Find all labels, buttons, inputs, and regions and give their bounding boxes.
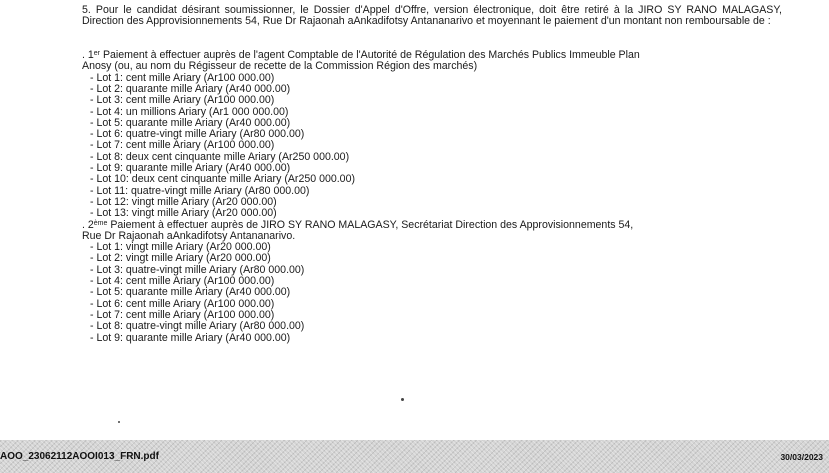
payment1-lot-item: - Lot 7: cent mille Ariary (Ar100 000.00) [90, 139, 275, 152]
payment2-lot-item: - Lot 6: cent mille Ariary (Ar100 000.00) [90, 297, 275, 310]
payment2-lot-item: - Lot 4: cent mille Ariary (Ar100 000.00) [90, 275, 275, 287]
payment1-sup: er [93, 50, 101, 57]
payment1-prefix: . 1 [82, 49, 94, 61]
payment1-lot-item: - Lot 2: quarante mille Ariary (Ar40 000.00) [90, 82, 291, 95]
payment2-text-line1: Paiement à effectuer auprès de JIRO SY RANO MALAGASY, Secrétariat Direction des Approvisionnements 54, [107, 218, 634, 231]
payment1-lot-item: - Lot 4: un millions Ariary (Ar1 000 000.00) [90, 105, 289, 118]
footer-date: 30/03/2023 [780, 452, 823, 462]
payment1-heading-line2: Anosy (ou, au nom du Régisseur de recette de la Commission Région des marchés) [82, 60, 478, 73]
payment1-lot-item: - Lot 8: deux cent cinquante mille Ariary (Ar250 000.00) [90, 150, 350, 163]
footer-filename: AOO_23062112AOOI013_FRN.pdf [0, 451, 159, 462]
payment1-lot-item: - Lot 5: quarante mille Ariary (Ar40 000.00) [90, 116, 291, 129]
payment2-heading-line2: Rue Dr Rajaonah aAnkadifotsy Antananarivo. [82, 229, 296, 242]
payment1-lot-item: - Lot 6: quatre-vingt mille Ariary (Ar80 000.00) [90, 128, 305, 141]
payment2-lot-item: - Lot 2: vingt mille Ariary (Ar20 000.00) [90, 252, 271, 265]
payment2-lot-item: - Lot 7: cent mille Ariary (Ar100 000.00) [90, 308, 275, 321]
payment2-lot-item: - Lot 8: quatre-vingt mille Ariary (Ar80 000.00) [90, 320, 305, 333]
scan-speck [401, 398, 404, 401]
payment2-sup: ème [93, 219, 108, 227]
payment2-lot-item: - Lot 5: quarante mille Ariary (Ar40 000.00) [90, 286, 291, 299]
payment1-lot-item: - Lot 13: vingt mille Ariary (Ar20 000.00) [90, 207, 277, 220]
payment2-lot-item: - Lot 1: vingt mille Ariary (Ar20 000.00) [90, 241, 271, 254]
intro-paragraph: 5. Pour le candidat désirant soumissionner, le Dossier d'Appel d'Offre, version électronique, doit être retiré à la JIRO SY RANO MALAGASY, Direction des Approvisionnements 54, Rue Dr Rajaonah aAnkadifotsy Antananarivo et moyennant le paiement d'un montant non remboursable de : [82, 4, 782, 28]
footer-bar [0, 440, 829, 473]
payment1-lot-item: - Lot 1: cent mille Ariary (Ar100 000.00) [90, 71, 275, 84]
payment1-lot-item: - Lot 9: quarante mille Ariary (Ar40 000.00) [90, 162, 291, 174]
payment2-lot-item: - Lot 3: quatre-vingt mille Ariary (Ar80 000.00) [90, 263, 305, 276]
payment1-lot-item: - Lot 3: cent mille Ariary (Ar100 000.00) [90, 94, 275, 107]
payment1-lot-item: - Lot 12: vingt mille Ariary (Ar20 000.00) [90, 195, 277, 208]
payment2-lot-item: - Lot 9: quarante mille Ariary (Ar40 000.00) [90, 331, 291, 344]
scan-speck [118, 421, 120, 423]
payment1-text-line1: Paiement à effectuer auprès de l'agent Comptable de l'Autorité de Régulation des Marchés Publics Immeuble Plan [100, 49, 640, 61]
payment1-lot-item: - Lot 11: quatre-vingt mille Ariary (Ar80 000.00) [90, 184, 310, 197]
payment1-lot-item: - Lot 10: deux cent cinquante mille Ariary (Ar250 000.00) [90, 173, 355, 186]
payment2-prefix: . 2 [82, 218, 94, 231]
